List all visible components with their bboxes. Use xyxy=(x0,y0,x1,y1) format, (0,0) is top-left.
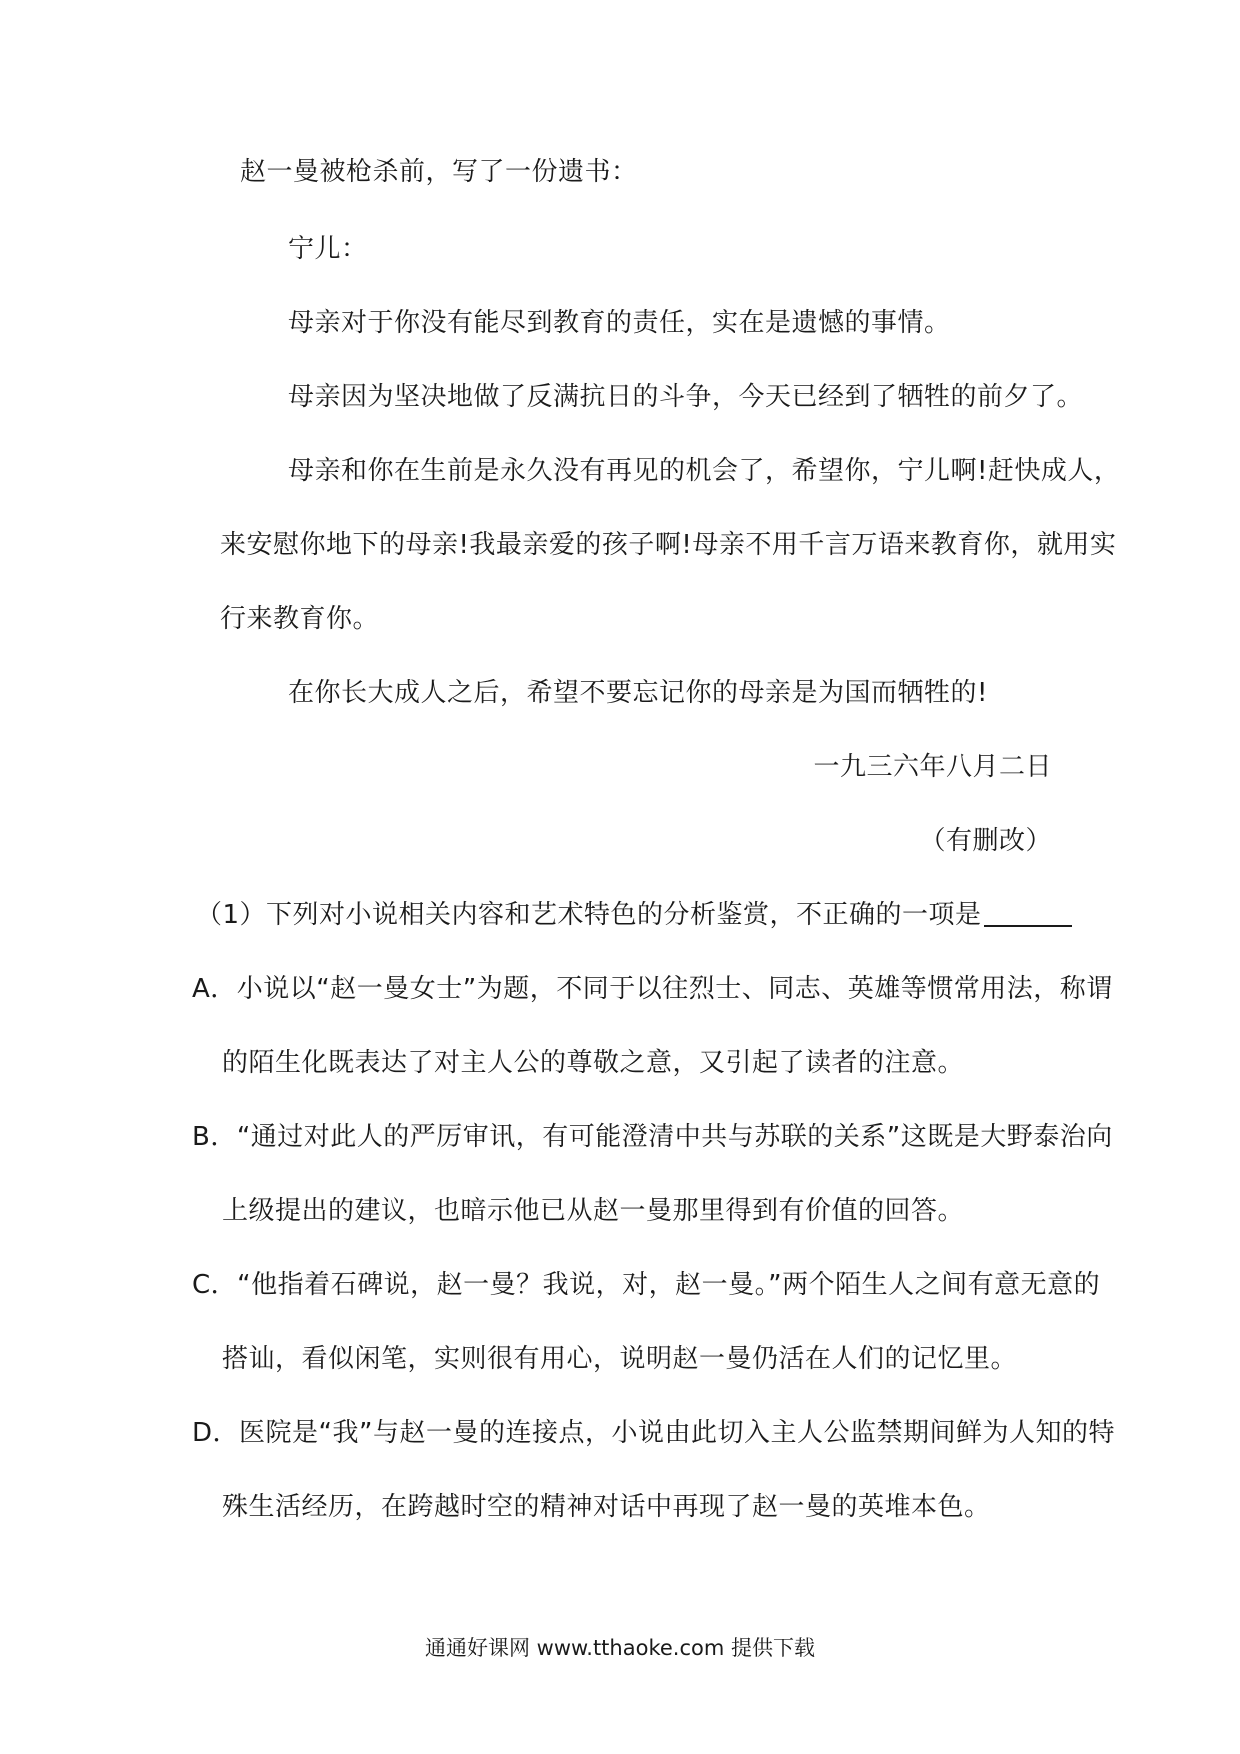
option-d-line-1: D．医院是“我”与赵一曼的连接点，小说由此切入主人公监禁期间鲜为人知的特 xyxy=(192,1418,1115,1448)
question-1 xyxy=(196,898,1072,932)
letter-paragraph-2: 母亲因为坚决地做了反满抗日的斗争，今天已经到了牺牲的前夕了。 xyxy=(288,382,1084,412)
option-c-line-1: C．“他指着石碑说，赵一曼？我说，对，赵一曼。”两个陌生人之间有意无意的 xyxy=(192,1270,1101,1300)
option-b-line-1: B．“通过对此人的严厉审讯，有可能澄清中共与苏联的关系”这既是大野泰治向 xyxy=(192,1122,1113,1152)
letter-paragraph-1: 母亲对于你没有能尽到教育的责任，实在是遗憾的事情。 xyxy=(288,308,951,338)
letter-paragraph-4: 在你长大成人之后，希望不要忘记你的母亲是为国而牺牲的! xyxy=(288,678,988,708)
option-a-line-1: A．小说以“赵一曼女士”为题，不同于以往烈士、同志、英雄等惯常用法，称谓 xyxy=(192,974,1113,1004)
letter-salutation: 宁儿： xyxy=(288,234,368,264)
letter-paragraph-3-line-1: 母亲和你在生前是永久没有再见的机会了，希望你，宁儿啊!赶快成人， xyxy=(288,456,1121,486)
question-1-text: （1）下列对小说相关内容和艺术特色的分析鉴赏，不正确的一项是 xyxy=(196,900,982,930)
option-b-line-2: 上级提出的建议，也暗示他已从赵一曼那里得到有价值的回答。 xyxy=(222,1196,965,1226)
footer-text: 通通好课网 www.tthaoke.com 提供下载 xyxy=(425,1636,815,1660)
answer-blank[interactable] xyxy=(984,899,1072,927)
option-a-line-2: 的陌生化既表达了对主人公的尊敬之意，又引起了读者的注意。 xyxy=(222,1048,965,1078)
letter-paragraph-3-line-3: 行来教育你。 xyxy=(220,604,380,634)
option-d-line-2: 殊生活经历，在跨越时空的精神对话中再现了赵一曼的英堆本色。 xyxy=(222,1492,991,1522)
passage-intro: 赵一曼被枪杀前，写了一份遗书： xyxy=(240,157,638,187)
letter-date: 一九三六年八月二日 xyxy=(813,752,1052,782)
letter-paragraph-3-line-2: 来安慰你地下的母亲!我最亲爱的孩子啊!母亲不用千言万语来教育你，就用实 xyxy=(220,530,1117,560)
option-c-line-2: 搭讪，看似闲笔，实则很有用心，说明赵一曼仍活在人们的记忆里。 xyxy=(222,1344,1018,1374)
source-note: （有删改） xyxy=(919,826,1052,856)
